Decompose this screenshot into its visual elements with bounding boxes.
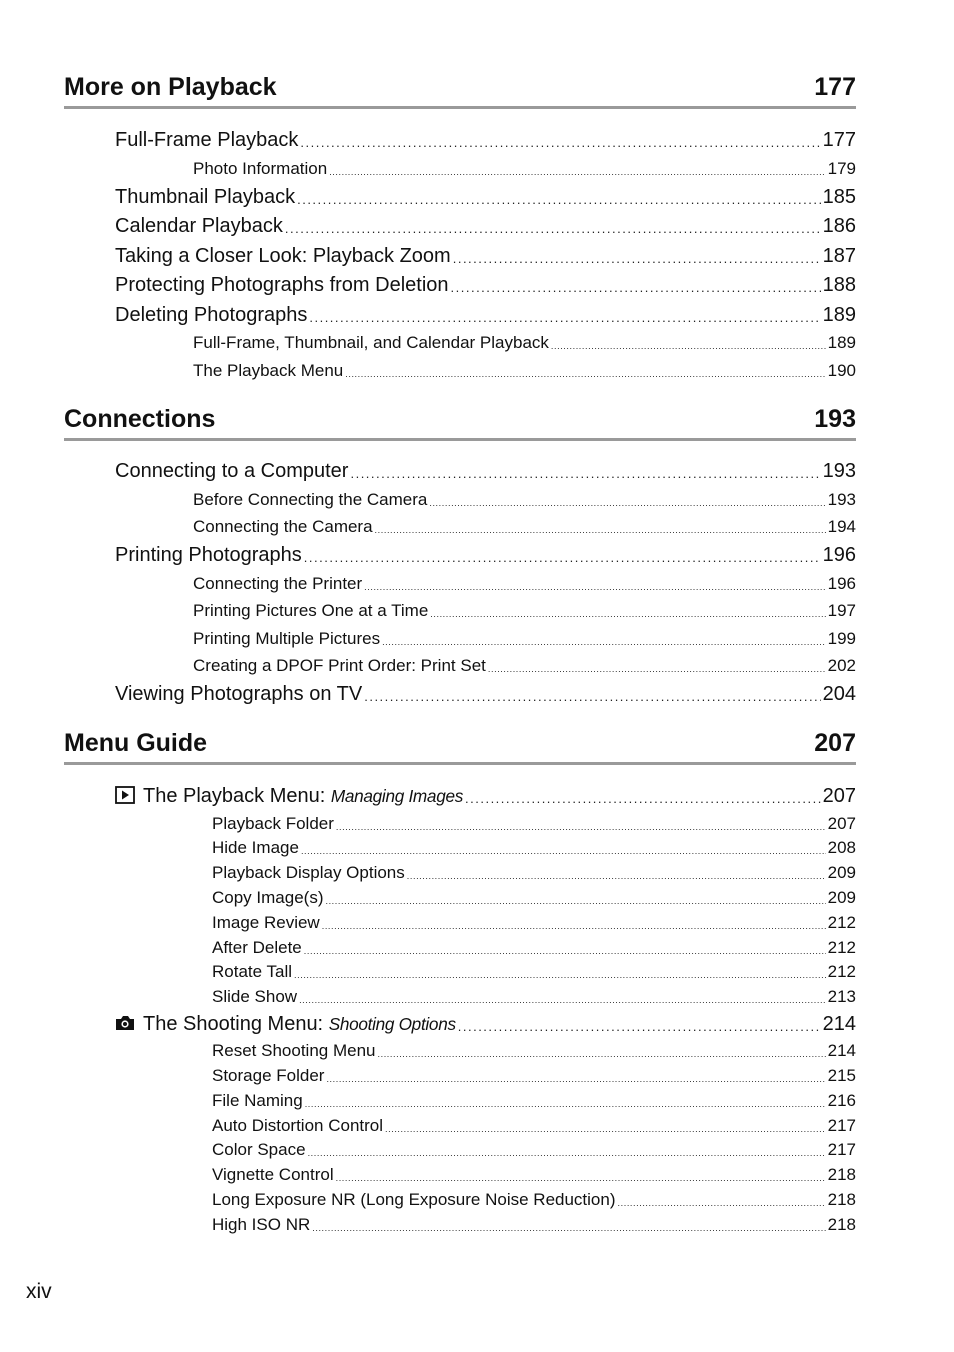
toc-entry[interactable]: Printing Photographs ..... 196 [115, 544, 856, 569]
toc-subentry[interactable]: Connecting the Printer ..... 196 [193, 574, 856, 598]
section-heading [64, 724, 856, 765]
toc-entry[interactable]: Connecting to a Computer ..... 193 [115, 460, 856, 485]
toc-subentry[interactable]: Rotate Tall ..... 212 [212, 962, 856, 986]
section-title: Menu Guide [64, 729, 208, 757]
toc-subentry[interactable]: Playback Folder ..... 207 [212, 814, 856, 838]
section-title: More on Playback [64, 73, 277, 101]
toc-entry[interactable]: Deleting Photographs ..... 189 [115, 304, 856, 329]
toc-subentry[interactable]: Full-Frame, Thumbnail, and Calendar Playback ..... 189 [193, 333, 856, 357]
toc-subentry[interactable]: Printing Multiple Pictures ..... 199 [193, 629, 856, 653]
toc-subentry[interactable]: Long Exposure NR (Long Exposure Noise Reduction) ..... 218 [212, 1190, 856, 1214]
toc-subentry[interactable]: Auto Distortion Control ..... 217 [212, 1116, 856, 1140]
toc-subentry[interactable]: Connecting the Camera ..... 194 [193, 517, 856, 541]
section-page: 177 [814, 73, 856, 101]
playback-icon [115, 786, 135, 804]
toc-subentry[interactable]: Vignette Control ..... 218 [212, 1165, 856, 1189]
toc-subentry[interactable]: The Playback Menu ..... 190 [193, 361, 856, 385]
toc-subentry[interactable]: High ISO NR ..... 218 [212, 1215, 856, 1239]
toc-subentry[interactable]: File Naming ..... 216 [212, 1091, 856, 1115]
section-heading [64, 400, 856, 441]
toc-subentry[interactable]: Copy Image(s) ..... 209 [212, 888, 856, 912]
toc-subentry[interactable]: Printing Pictures One at a Time ..... 197 [193, 601, 856, 625]
section-page: 193 [814, 405, 856, 433]
toc-subentry[interactable]: Creating a DPOF Print Order: Print Set ..... 202 [193, 656, 856, 680]
section-page: 207 [814, 729, 856, 757]
toc-subentry[interactable]: Storage Folder ..... 215 [212, 1066, 856, 1090]
toc-subentry[interactable]: Image Review ..... 212 [212, 913, 856, 937]
toc-entry[interactable]: Thumbnail Playback ..... 185 [115, 186, 856, 211]
camera-icon [115, 1014, 135, 1032]
toc-subentry[interactable]: Photo Information ..... 179 [193, 159, 856, 183]
toc-subentry[interactable]: Hide Image ..... 208 [212, 838, 856, 862]
toc-entry[interactable]: Viewing Photographs on TV ..... 204 [115, 683, 856, 708]
toc-entry[interactable]: Taking a Closer Look: Playback Zoom ..... 187 [115, 245, 856, 270]
toc-subentry[interactable]: After Delete ..... 212 [212, 938, 856, 962]
toc-entry[interactable]: Calendar Playback ..... 186 [115, 215, 856, 240]
toc-subentry[interactable]: Before Connecting the Camera ..... 193 [193, 490, 856, 514]
section-title: Connections [64, 405, 216, 433]
page-folio: xiv [26, 1280, 52, 1303]
toc-entry-playback-menu[interactable]: The Playback Menu: Managing Images ..... 207 [115, 785, 856, 810]
toc-subentry[interactable]: Slide Show ..... 213 [212, 987, 856, 1011]
section-connections [64, 400, 856, 705]
toc-subentry[interactable]: Reset Shooting Menu ..... 214 [212, 1041, 856, 1065]
toc-entry[interactable]: Full-Frame Playback ..... 177 [115, 129, 856, 154]
toc-entry-shooting-menu[interactable]: The Shooting Menu: Shooting Options ..... 214 [115, 1013, 856, 1038]
toc-subentry[interactable]: Playback Display Options ..... 209 [212, 863, 856, 887]
section-menu-guide [64, 724, 856, 1234]
toc-subentry[interactable]: Color Space ..... 217 [212, 1140, 856, 1164]
section-more-on-playback [64, 68, 856, 380]
toc-entry[interactable]: Protecting Photographs from Deletion ..... 188 [115, 274, 856, 299]
section-heading [64, 68, 856, 109]
